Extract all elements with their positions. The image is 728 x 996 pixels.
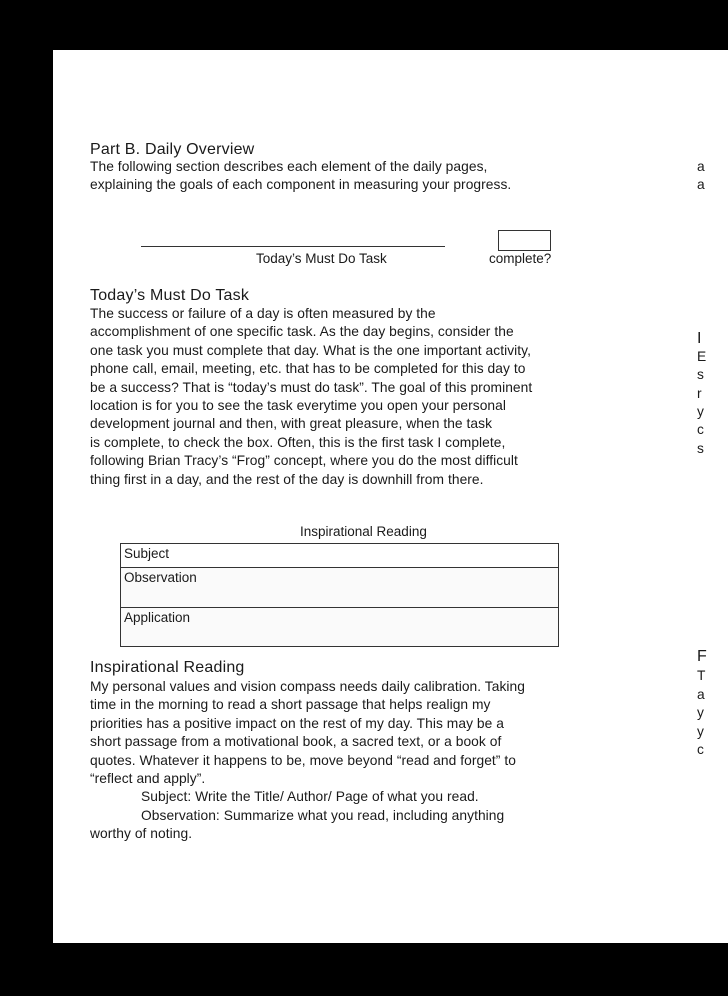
must-do-description — [90, 305, 532, 489]
text-line: is complete, to check the box. Often, this is the first task I complete, — [90, 434, 506, 450]
must-do-task-line[interactable] — [141, 246, 445, 247]
part-b-heading: Part B. Daily Overview — [90, 141, 255, 158]
text-line: following Brian Tracy’s “Frog” concept, where you do the most difficult — [90, 453, 518, 469]
application-field[interactable] — [121, 607, 558, 646]
text-fragment: F — [697, 648, 707, 665]
text-fragment: y — [697, 404, 704, 419]
text-fragment: r — [697, 386, 702, 401]
text-line: development journal and then, with great pleasure, when the task — [90, 416, 493, 432]
text-line: worthy of noting. — [90, 826, 193, 842]
inspirational-reading-heading: Inspirational Reading — [90, 659, 245, 676]
text-line: “reflect and apply”. — [90, 771, 206, 787]
subject-label: Subject — [124, 546, 170, 561]
text-fragment: c — [697, 422, 704, 437]
complete-checkbox[interactable] — [498, 230, 551, 251]
text-fragment: T — [697, 668, 706, 683]
text-fragment: s — [697, 441, 704, 456]
complete-label: complete? — [489, 251, 552, 266]
part-b-description — [90, 158, 511, 195]
subject-field[interactable] — [121, 544, 558, 567]
text-line: priorities has a positive impact on the rest of my day. This may be a — [90, 715, 504, 731]
text-fragment: y — [697, 724, 704, 739]
text-fragment: s — [697, 367, 704, 382]
text-fragment: c — [697, 742, 704, 757]
text-fragment: y — [697, 705, 704, 720]
inspirational-reading-table-title: Inspirational Reading — [300, 524, 427, 539]
document-page — [53, 50, 728, 943]
text-line: The following section describes each element of the daily pages, — [90, 159, 488, 174]
inspirational-reading-description — [90, 678, 525, 844]
text-line: location is for you to see the task everytime you open your personal — [90, 398, 506, 414]
text-line: My personal values and vision compass needs daily calibration. Taking — [90, 679, 525, 694]
text-line: time in the morning to read a short passage that helps realign my — [90, 697, 491, 713]
text-line: be a success? That is “today’s must do task”. The goal of this prominent — [90, 379, 533, 395]
text-line: Observation: Summarize what you read, including anything — [141, 807, 505, 823]
text-fragment: E — [697, 349, 707, 364]
text-line: one task you must complete that day. What is the one important activity, — [90, 342, 531, 358]
text-fragment: I — [697, 330, 702, 347]
text-line: accomplishment of one specific task. As the day begins, consider the — [90, 324, 514, 340]
observation-label: Observation — [124, 570, 197, 585]
text-line: The success or failure of a day is often measured by the — [90, 306, 436, 321]
text-fragment: a — [697, 687, 705, 702]
must-do-heading: Today’s Must Do Task — [90, 287, 250, 304]
must-do-task-label: Today’s Must Do Task — [256, 251, 387, 266]
text-line: thing first in a day, and the rest of the day is downhill from there. — [90, 471, 484, 487]
observation-field[interactable] — [121, 567, 558, 607]
inspirational-reading-table — [120, 543, 559, 647]
text-fragment: a — [697, 177, 705, 192]
application-label: Application — [124, 610, 191, 625]
text-line: Subject: Write the Title/ Author/ Page of what you read. — [141, 789, 479, 805]
text-line: short passage from a motivational book, a sacred text, or a book of — [90, 734, 502, 750]
text-line: quotes. Whatever it happens to be, move beyond “read and forget” to — [90, 752, 516, 768]
text-line: phone call, email, meeting, etc. that has to be completed for this day to — [90, 361, 526, 377]
text-fragment: a — [697, 159, 705, 174]
text-line: explaining the goals of each component in measuring your progress. — [90, 177, 512, 193]
